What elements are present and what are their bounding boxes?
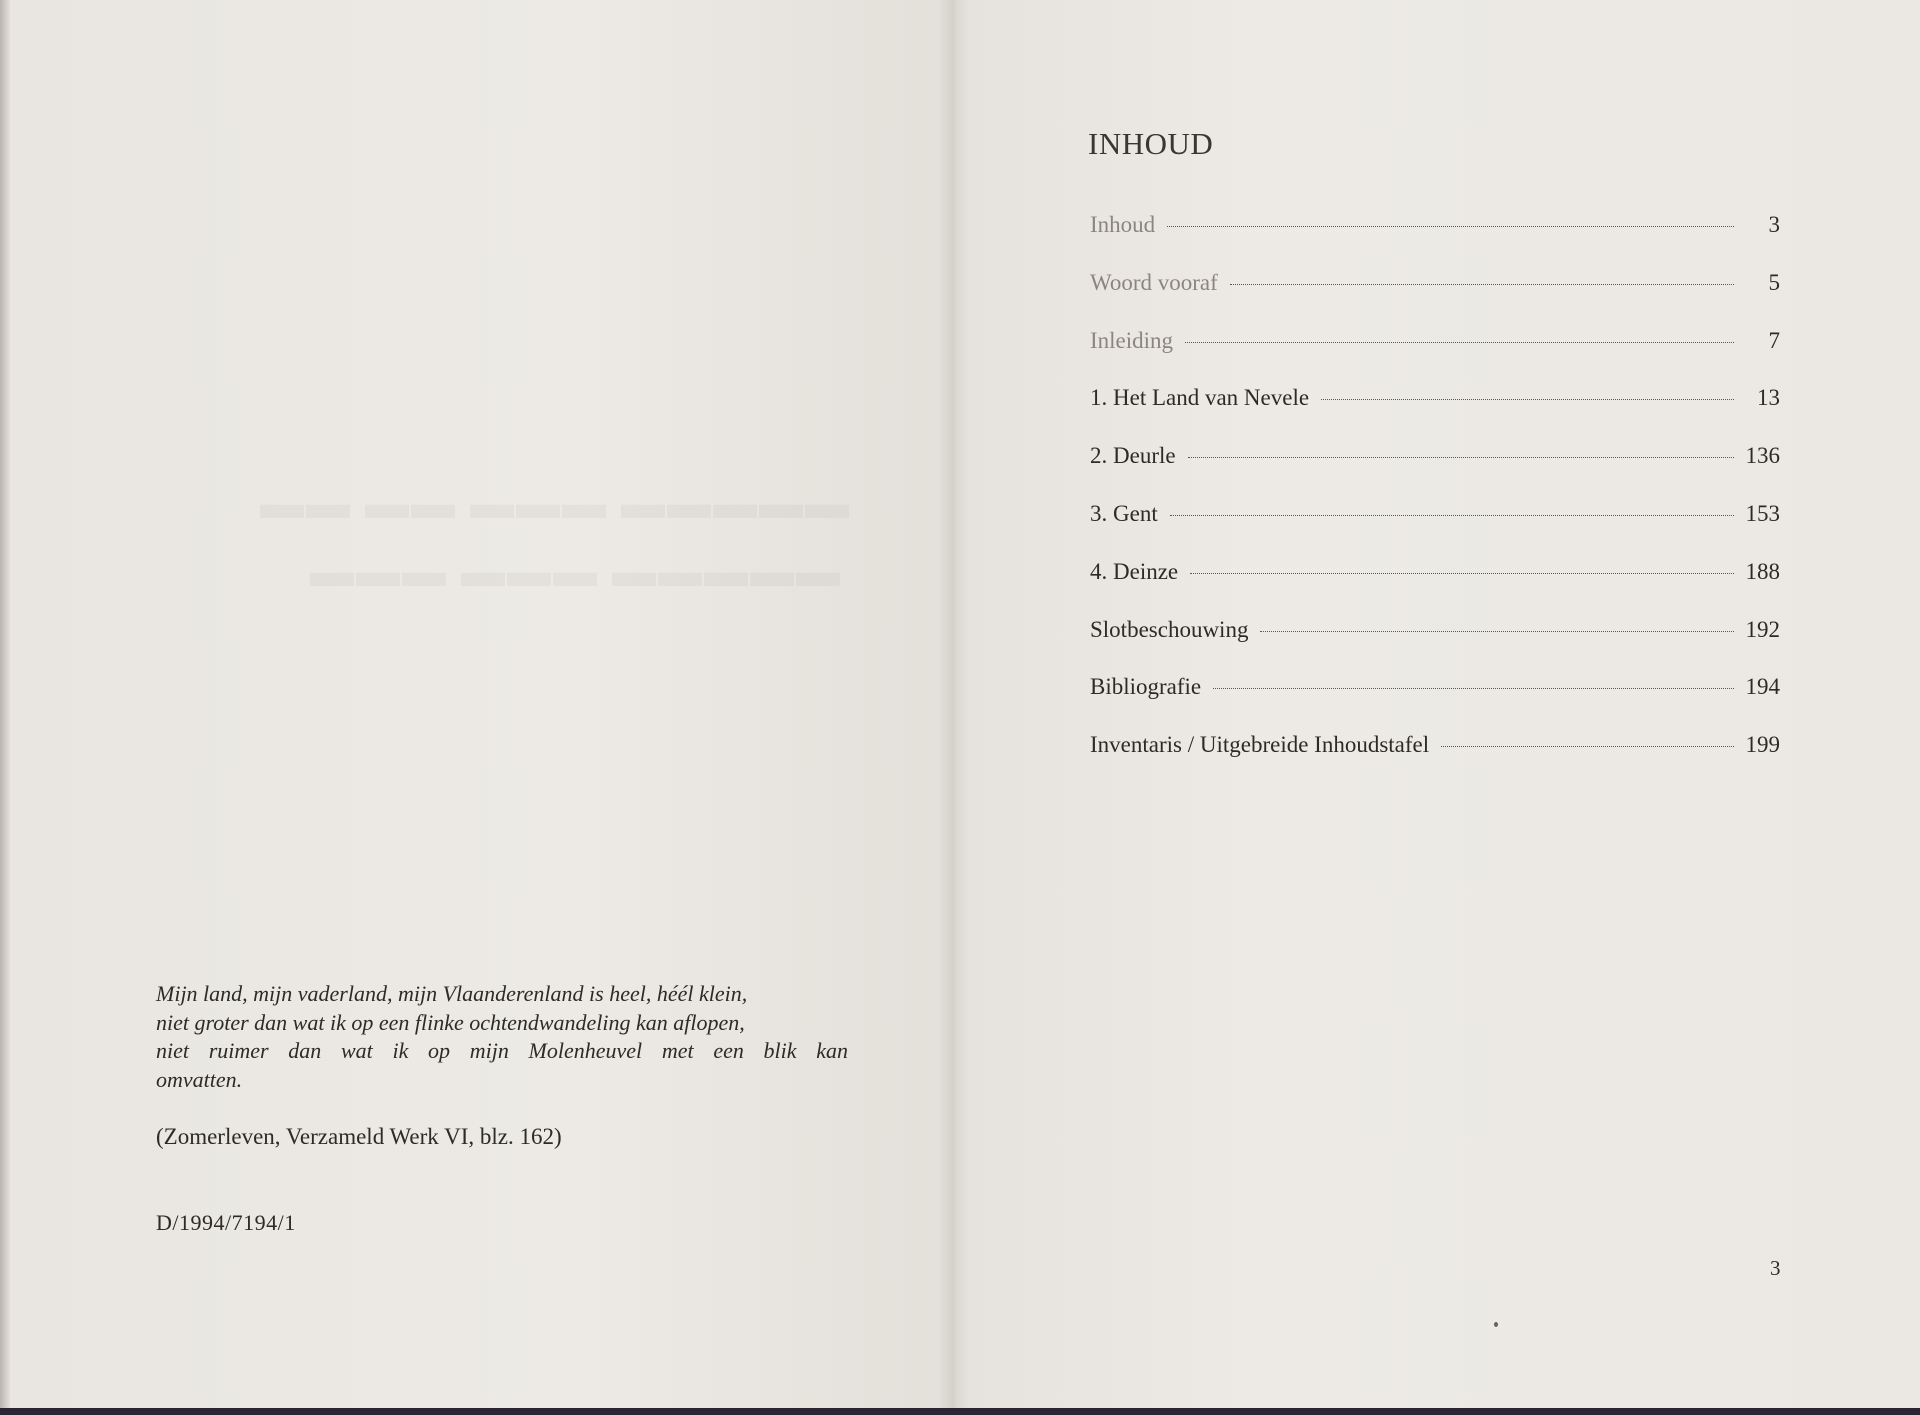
toc-entry-page: 153 (1745, 500, 1780, 526)
toc-entry (1090, 270, 1780, 328)
toc-entry-page: 3 (1768, 212, 1780, 237)
toc-entry-page: 192 (1745, 616, 1780, 642)
toc-leader-dots (1188, 457, 1734, 458)
toc-entry-label: Bibliografie (1090, 674, 1202, 700)
left-page (10, 0, 954, 1408)
toc-leader-dots (1213, 688, 1734, 689)
toc-leader-dots (1170, 515, 1734, 516)
toc-entry-label: Inventaris / Uitgebreide Inhoudstafel (1090, 732, 1430, 758)
toc-entry (1090, 674, 1780, 732)
toc-leader-dots (1190, 573, 1734, 574)
toc-entry (1090, 559, 1780, 617)
show-through-text: ▬▬▬ ▬▬▬ ▬▬▬▬▬ (310, 547, 842, 596)
book-edge (0, 0, 10, 1408)
toc-leader-dots (1230, 284, 1734, 285)
toc-entry-page: 194 (1745, 674, 1780, 700)
toc-entry (1090, 617, 1780, 675)
toc-entry-label: 3. Gent (1090, 500, 1158, 526)
book-gutter (940, 0, 970, 1408)
epigraph-quote (156, 980, 848, 1094)
paper-speck (1494, 1322, 1498, 1327)
toc-entry-page: 5 (1768, 269, 1780, 295)
toc-leader-dots (1167, 226, 1734, 227)
toc-entry (1090, 732, 1780, 790)
toc-leader-dots (1441, 746, 1734, 747)
toc-entry-page: 136 (1745, 443, 1780, 469)
toc-entry (1090, 443, 1780, 501)
toc-entry-label: Woord vooraf (1090, 269, 1218, 295)
toc-entry (1090, 385, 1780, 443)
table-of-contents (1090, 212, 1780, 790)
show-through-text: ▬▬ ▬▬ ▬▬▬ ▬▬▬▬▬ (260, 479, 851, 528)
toc-entry (1090, 328, 1780, 386)
toc-entry-page: 7 (1768, 327, 1780, 353)
epigraph-line: Mijn land, mijn vaderland, mijn Vlaanderenland is heel, héél klein, (156, 981, 748, 1006)
toc-entry-page: 188 (1745, 558, 1780, 584)
toc-entry-label: 1. Het Land van Nevele (1090, 385, 1310, 411)
toc-entry-label: 4. Deinze (1090, 558, 1179, 584)
toc-entry-label: Inleiding (1090, 327, 1174, 353)
toc-leader-dots (1260, 631, 1734, 632)
epigraph-line: niet groter dan wat ik op een flinke ochtendwandeling kan aflopen, (156, 1009, 745, 1035)
toc-entry-page: 199 (1745, 732, 1780, 758)
toc-heading: INHOUD (1088, 126, 1214, 161)
epigraph-line: niet ruimer dan wat ik op mijn Molenheuvel met een blik kan (156, 1038, 848, 1063)
toc-leader-dots (1321, 399, 1734, 400)
toc-entry (1090, 501, 1780, 559)
toc-entry (1090, 212, 1780, 270)
toc-entry-label: Inhoud (1090, 212, 1156, 237)
toc-entry-page: 13 (1757, 385, 1780, 411)
epigraph-line: omvatten. (156, 1066, 243, 1092)
toc-entry-label: 2. Deurle (1090, 443, 1176, 469)
epigraph-source: (Zomerleven, Verzameld Werk VI, blz. 162) (156, 1124, 562, 1149)
scan-bottom-edge (0, 1408, 1920, 1415)
page-number: 3 (1770, 1256, 1781, 1280)
legal-deposit-number: D/1994/7194/1 (156, 1210, 296, 1235)
toc-leader-dots (1185, 342, 1734, 343)
toc-entry-label: Slotbeschouwing (1090, 616, 1249, 642)
